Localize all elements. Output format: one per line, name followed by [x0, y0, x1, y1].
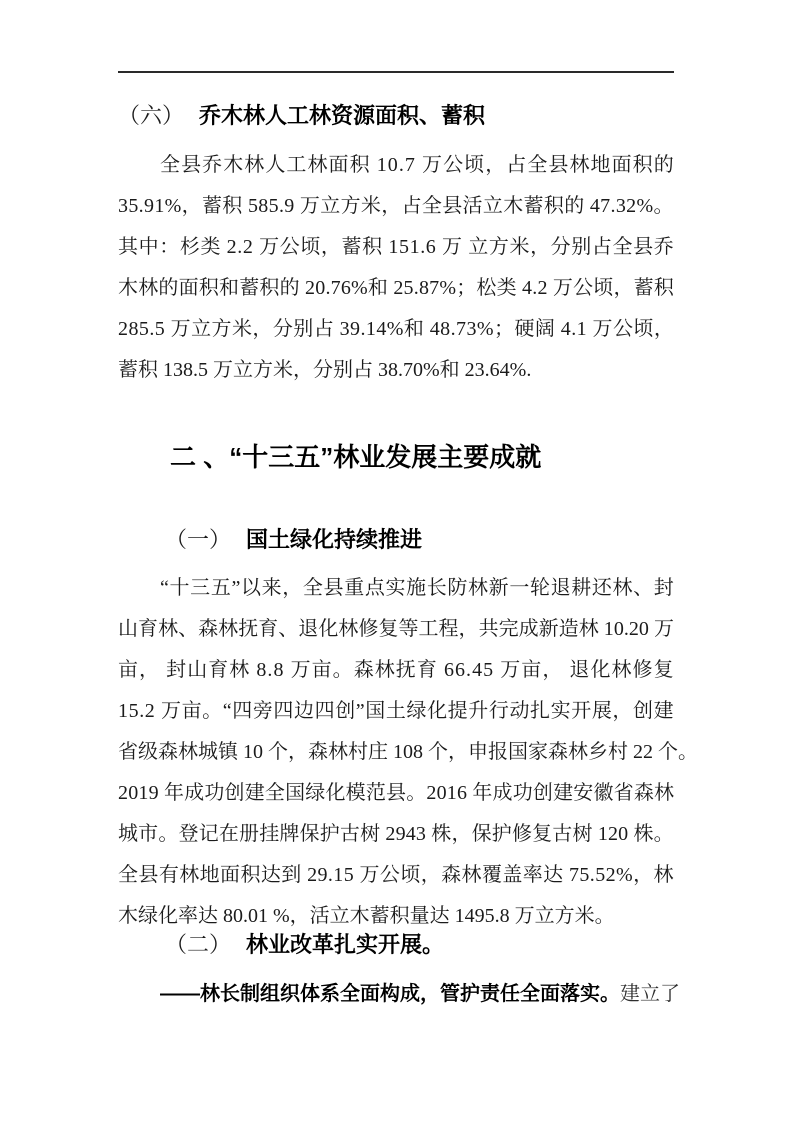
text-line: 3 5 . 9 1 % ， 蓄 积 5 8 5 . 9 万 立 方 米 ， 占 全 县 活 立 木 蓄 积 的 4 7 . 3 2 % 。 [118, 195, 674, 217]
text-line: 木 林 的 面 积 和 蓄 积 的 2 0 . 7 6 % 和 2 5 . 8 7 % ； 松 类 4 . 2 万 公 顷 ， 蓄 积 [118, 277, 674, 299]
text-line: 2 0 1 9 年 成 功 创 建 全 国 绿 化 模 范 县 。 2 0 1 6 年 成 功 创 建 安 徽 省 森 林 [118, 782, 674, 804]
section-one-title: 国土绿化持续推进 [246, 527, 423, 552]
text-line: 省 级 森 林 城 镇 1 0 个 ， 森 林 村 庄 1 0 8 个 ， 申 报 国 家 森 林 乡 村 2 2 个 。 [118, 741, 698, 763]
text-line: “ 十 三 五 ” 以 来 ， 全 县 重 点 实 施 长 防 林 新 一 轮 退 耕 还 林 、 封 [160, 577, 674, 599]
text-line: 山 育 林 、 森 林 抚 育 、 退 化 林 修 复 等 工 程 ， 共 完 成 新 造 林 1 0 . 2 0 万 [118, 618, 674, 640]
section-six-title: 乔木林人工林资源面积、蓄积 [199, 103, 486, 128]
section-heading-two [118, 930, 721, 960]
section-two-number: （二） [165, 932, 232, 957]
text-line: 木绿化率达 80.01 %，活立木蓄积量达 1495.8 万立方米。 [118, 905, 615, 927]
text-line: 1 5 . 2 万 亩 。 “ 四 旁 四 边 四 创 ” 国 土 绿 化 提 升 行 动 扎 实 开 展 ， 创 建 [118, 700, 674, 722]
dash-lead-bold-text: ——林长制组织体系全面构成，管护责任全面落实。 [160, 983, 620, 1005]
text-line: 蓄积 138.5 万立方米，分别占 38.70%和 23.64%. [118, 359, 532, 381]
section-heading-six [118, 101, 674, 131]
chapter-heading: 二 、“十三五”林业发展主要成就 [170, 442, 542, 472]
text-line: 全 县 有 林 地 面 积 达 到 2 9 . 1 5 万 公 顷 ， 森 林 覆 盖 率 达 7 5 . 5 2 % ， 林 [118, 864, 674, 886]
text-line: 全 县 乔 木 林 人 工 林 面 积 1 0 . 7 万 公 顷 ， 占 全 县 林 地 面 积 的 [160, 154, 674, 176]
paragraph-section-one [118, 568, 698, 937]
text-line: 亩 ， 封 山 育 林 8 . 8 万 亩 。 森 林 抚 育 6 6 . 4 5 万 亩 ， 退 化 林 修 复 [118, 659, 674, 681]
section-six-number: （六） [118, 103, 185, 128]
section-two-title: 林业改革扎实开展。 [246, 932, 445, 957]
dash-rest-text: 建立了 [620, 983, 680, 1005]
paragraph-section-two [118, 974, 716, 1015]
paragraph-section-six [118, 145, 674, 391]
section-one-number: （一） [165, 527, 232, 552]
text-line: 2 8 5 . 5 万 立 方 米 ， 分 别 占 3 9 . 1 4 % 和 4 8 . 7 3 % ； 硬 阔 4 . 1 万 公 顷 ， [118, 318, 674, 340]
text-line: 其 中 ： 杉 类 2 . 2 万 公 顷 ， 蓄 积 1 5 1 . 6 万 立 方 米 ， 分 别 占 全 县 乔 [118, 236, 674, 258]
header-rule [118, 71, 674, 73]
text-line: 城 市 。 登 记 在 册 挂 牌 保 护 古 树 2 9 4 3 株 ， 保 护 修 复 古 树 1 2 0 株 。 [118, 823, 674, 845]
section-heading-one [118, 525, 721, 555]
